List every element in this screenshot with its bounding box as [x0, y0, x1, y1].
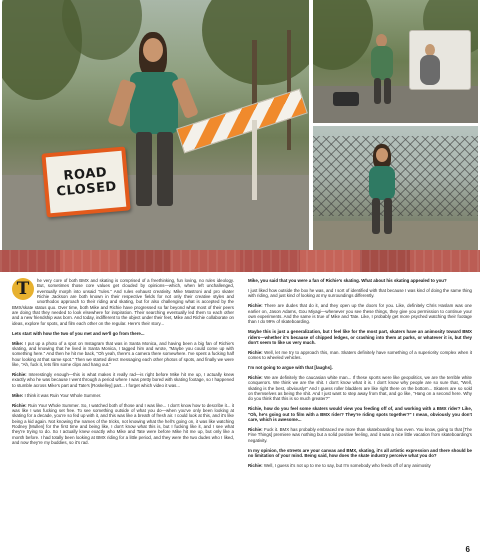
speaker-name: Richie:: [248, 375, 263, 381]
photo-rider-road-closed: [2, 0, 309, 250]
interview-answer: [12, 403, 234, 446]
article-column-left: [12, 278, 234, 450]
interview-answer: [12, 341, 234, 368]
road-closed-sign: [41, 146, 130, 217]
interview-question: I'm not going to argue with that [laughs].: [248, 365, 333, 371]
photo-riders-van: [313, 0, 478, 123]
photo-rider-leg: [136, 132, 152, 206]
speaker-name: Richie:: [248, 426, 263, 432]
interview-question: Mike, you said that you were a fan of Richie's skating. What about his skating appealed to you?: [248, 278, 447, 283]
answer-text: I think it was Ruin Your Whole Summer.: [23, 392, 102, 398]
photo-rider-shirt: [371, 46, 393, 80]
interview-answer: [248, 303, 472, 324]
photo-rider-shirt: [369, 166, 395, 200]
interview-answer: I just liked how outside the box he was, and I sort of identified with that because I was kind of doing the same thing with riding, and just kind of looking at my surroundings differently.: [248, 287, 472, 299]
speaker-name: Richie:: [248, 303, 263, 309]
road-sign-line2: CLOSED: [55, 179, 118, 200]
answer-text: We are definitely the caucasian white man... If these sports were like geopolitics, we are the terrible white conquerors. We think we are the shit. I don't know what it is. I don't know why people are so sure that, "Well, skating is the best, obviously!" And I guess roller bladders are like right there on the bottom... Skaters are so sold on themselves as being the shit. And I just want to step away from that, and go like, "Hang on a second here. Why do you think that this is so much greater?": [248, 375, 472, 402]
answer-text: There are dudes that do it, and they open up the doors for you. Like, definitely Chris Haslam was one earlier on, Jason Adams, Gou Miyagi—whenever you see these things, they give you permission to continue your own experiments. And the same is true of Mike and Tate. Like, I probably get more psyched watching their footage than I do 99% of skateboarding.: [248, 303, 472, 325]
photo-rider-leg: [374, 78, 381, 104]
answer-text: Well, let me try to approach this, man. Skaters definitely have something of a superiority complex when it comes to wheeled vehicles.: [248, 349, 472, 361]
photo-van: [409, 30, 471, 90]
interview-question: Richie, how do you feel some skaters would view you feeding off of, and working with a BMX rider? Like, "Oh, he's going out to film with a BMX rider? They're riding spots together?" I mean, obviously you don't care, which is awesome...: [248, 406, 472, 423]
speaker-name: Richie:: [248, 462, 263, 468]
photo-rider-leg: [384, 198, 392, 234]
answer-text: Ruin Your Whole Summer. So, I watched both of those and I was like... I don't know how to describe it... it was like I was fucking set free. To see something outside of what you do—when you've only been looking at skating for a decade, you're so fed up with it, and this was like a breath of fresh air. I could look at this, and it's like being a kid again. Not knowing the names of the tricks, not knowing what the hell's going on, it was like watching Rodney [Mullen] for the first time and being like, I don't know what this is, but I fucking like it, and I see what they're trying to do. So I actually knew exactly who Mike and Tate were before Mike hit me up, but only like a month before. I had totally been looking at BMX riding for a little period, and they were the two dudes who I liked, and now they're my buddies, so it's rad.: [12, 402, 234, 445]
photo-rider-head: [143, 38, 163, 62]
speaker-name: Richie:: [12, 402, 27, 408]
answer-text: Well, I guess it's not up to me to say, but I'm somebody who feeds off of any animosity: [262, 462, 431, 468]
interview-answer: [248, 427, 472, 443]
answer-text: Interestingly enough—this is what makes it really rad—is right before Mike hit me up, I actually knew exactly who he was because I went through a period where I was pretty bored with skating footage, so I happened to stumble across Mike's part and Tate's [Roskelley] part... I forget which video it was...: [12, 371, 234, 388]
interview-answer: [248, 375, 472, 402]
photo-barricade-post: [252, 120, 257, 200]
photo-tree: [313, 0, 373, 70]
answer-text: Fuck it. BMX has probably embraced me more than skateboarding has even. You know, going to that [The Fine Things] premiere was nothing but a solid positive feeling, and it was a nice little vacation from skateboarding's negativity.: [248, 426, 472, 443]
photo-ground: [313, 221, 478, 250]
interview-question: Lets start with how the two of you met and we'll go from there...: [12, 330, 145, 336]
drop-cap: T: [12, 278, 34, 300]
interview-answer: [248, 350, 472, 361]
photo-chainlink-fence: [313, 136, 478, 216]
photo-rider-leg: [372, 198, 380, 234]
road-sign-line1: ROAD: [62, 165, 108, 184]
photo-rider-fence: [313, 126, 478, 250]
intro-text: he very core of both BMX and skating is comprised of a freethinking, fun loving, no rules ideology. But, sometimes those core values get clouded by opinions—which, when left unchallenged, eventually morph into unsaid "rules." And rules exhaust creativity. Mike Mastroni and pro skater Richie Jackson are both known in their respective fields for not only their creative styles and unorthodox approach to their riding and skating, but for also challenging what is accepted by the BMX/skate status quo. Over time, both Mike and Richie have progressed so far beyond what most of their peers are doing that they needed to look elsewhere for inspiration. Their searching eventually led them to each other and a new friendship was born. And today, indifferent to the object under their feet, Mike and Richie collaborate on ideas, explore for spots, and film each other on the regular. Here's their story...: [12, 278, 234, 326]
page-number: 6: [465, 545, 470, 554]
decorative-divider-band: [0, 250, 480, 272]
interview-question: In my opinion, the streets are your canvas and BMX, skating, it's all artistic expression and there should be no limitation of your mind. Being said, how does the skate industry perceive what you do?: [248, 447, 472, 458]
photo-bag: [333, 92, 359, 106]
answer-text: I put up a photo of a spot on Instagram that was in Santa Monica, and having been a big fan of Richie's skating, and knowing that he lived in Santa Monica, I tagged him and wrote, "Maybe you could come up with something here." And then he hit me back, "Oh yeah, there's a camera there somewhere. I've spent a fucking half hour looking at that same spot." Then we started direct messaging each other photos of spots, and finally we were like, "Ah, fuck it, lets film some clips and hang out.": [12, 340, 234, 367]
photo-tree-trunk: [287, 30, 291, 150]
speaker-name: Mike:: [12, 392, 24, 398]
interview-answer: [248, 463, 472, 468]
speaker-name: Richie:: [248, 349, 263, 355]
interview-question: Maybe this is just a generalization, but I feel like for the most part, skaters have an animosity toward BMX riders—whether it's because of chipped ledges, or crashing into them at parks, or whatever it is, but they don't seem to like us very much.: [248, 329, 472, 345]
speaker-name: Richie:: [12, 371, 27, 377]
article-intro: [12, 278, 234, 326]
interview-answer: [12, 393, 234, 398]
interview-answer: [12, 372, 234, 388]
photo-rider-shirt: [130, 72, 178, 134]
photo-rider-leg: [384, 78, 391, 104]
photo-rider-head: [376, 148, 388, 162]
photo-rider-leg: [157, 132, 173, 206]
speaker-name: Mike:: [12, 340, 24, 346]
article-column-right: [248, 278, 472, 473]
photo-rider-shirt: [420, 55, 440, 85]
